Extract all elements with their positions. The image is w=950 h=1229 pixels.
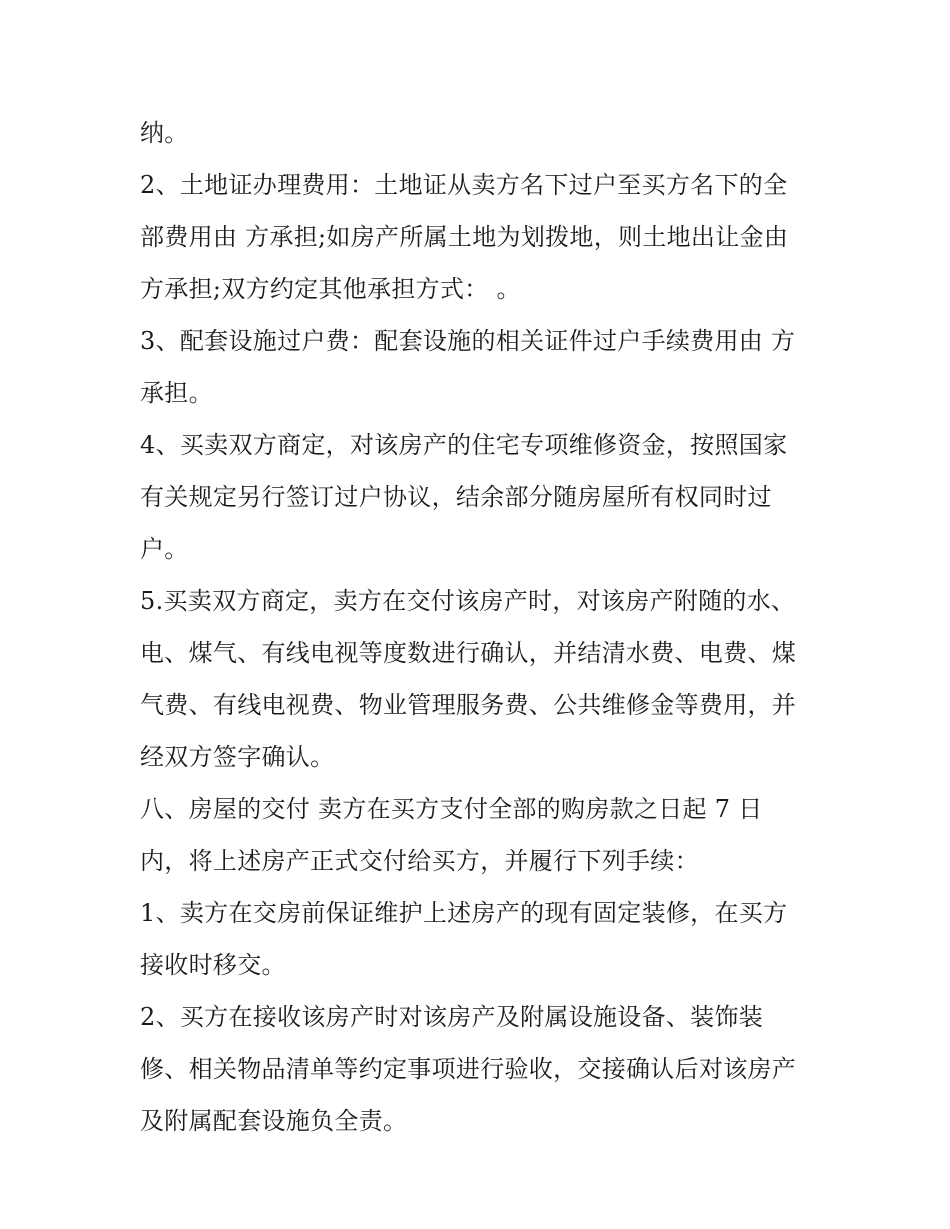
text-line: 修、相关物品清单等约定事项进行验收，交接确认后对该房产 [140,1055,797,1083]
document-body [140,107,820,1147]
text-line: 部费用由 方承担;如房产所属土地为划拨地，则土地出让金由 [140,223,789,251]
text-line: 接收时移交。 [140,951,286,979]
text-line: 2、买方在接收该房产时对该房产及附属设施设备、装饰装 [140,1003,764,1031]
text-line: 及附属配套设施负全责。 [140,1107,408,1135]
text-line: 纳。 [140,119,189,147]
text-line: 3、配套设施过户费：配套设施的相关证件过户手续费用由 方 [140,327,796,355]
text-line: 4、买卖双方商定，对该房产的住宅专项维修资金，按照国家 [140,431,788,459]
text-line: 户。 [140,535,189,563]
text-line: 气费、有线电视费、物业管理服务费、公共维修金等费用，并 [140,691,797,719]
text-line: 5.买卖双方商定，卖方在交付该房产时，对该房产附随的水、 [140,587,796,615]
text-line: 八、房屋的交付 卖方在买方支付全部的购房款之日起 7 日 [140,795,763,823]
text-line: 经双方签字确认。 [140,743,335,771]
text-line: 1、卖方在交房前保证维护上述房产的现有固定装修，在买方 [140,899,788,927]
text-line: 电、煤气、有线电视等度数进行确认，并结清水费、电费、煤 [140,639,797,667]
text-line: 承担。 [140,379,213,407]
text-line: 有关规定另行签订过户协议，结余部分随房屋所有权同时过 [140,483,772,511]
text-line: 内，将上述房产正式交付给买方，并履行下列手续： [140,847,699,875]
text-line: 2、土地证办理费用：土地证从卖方名下过户至买方名下的全 [140,171,788,199]
text-line: 方承担;双方约定其他承担方式： 。 [140,275,521,303]
